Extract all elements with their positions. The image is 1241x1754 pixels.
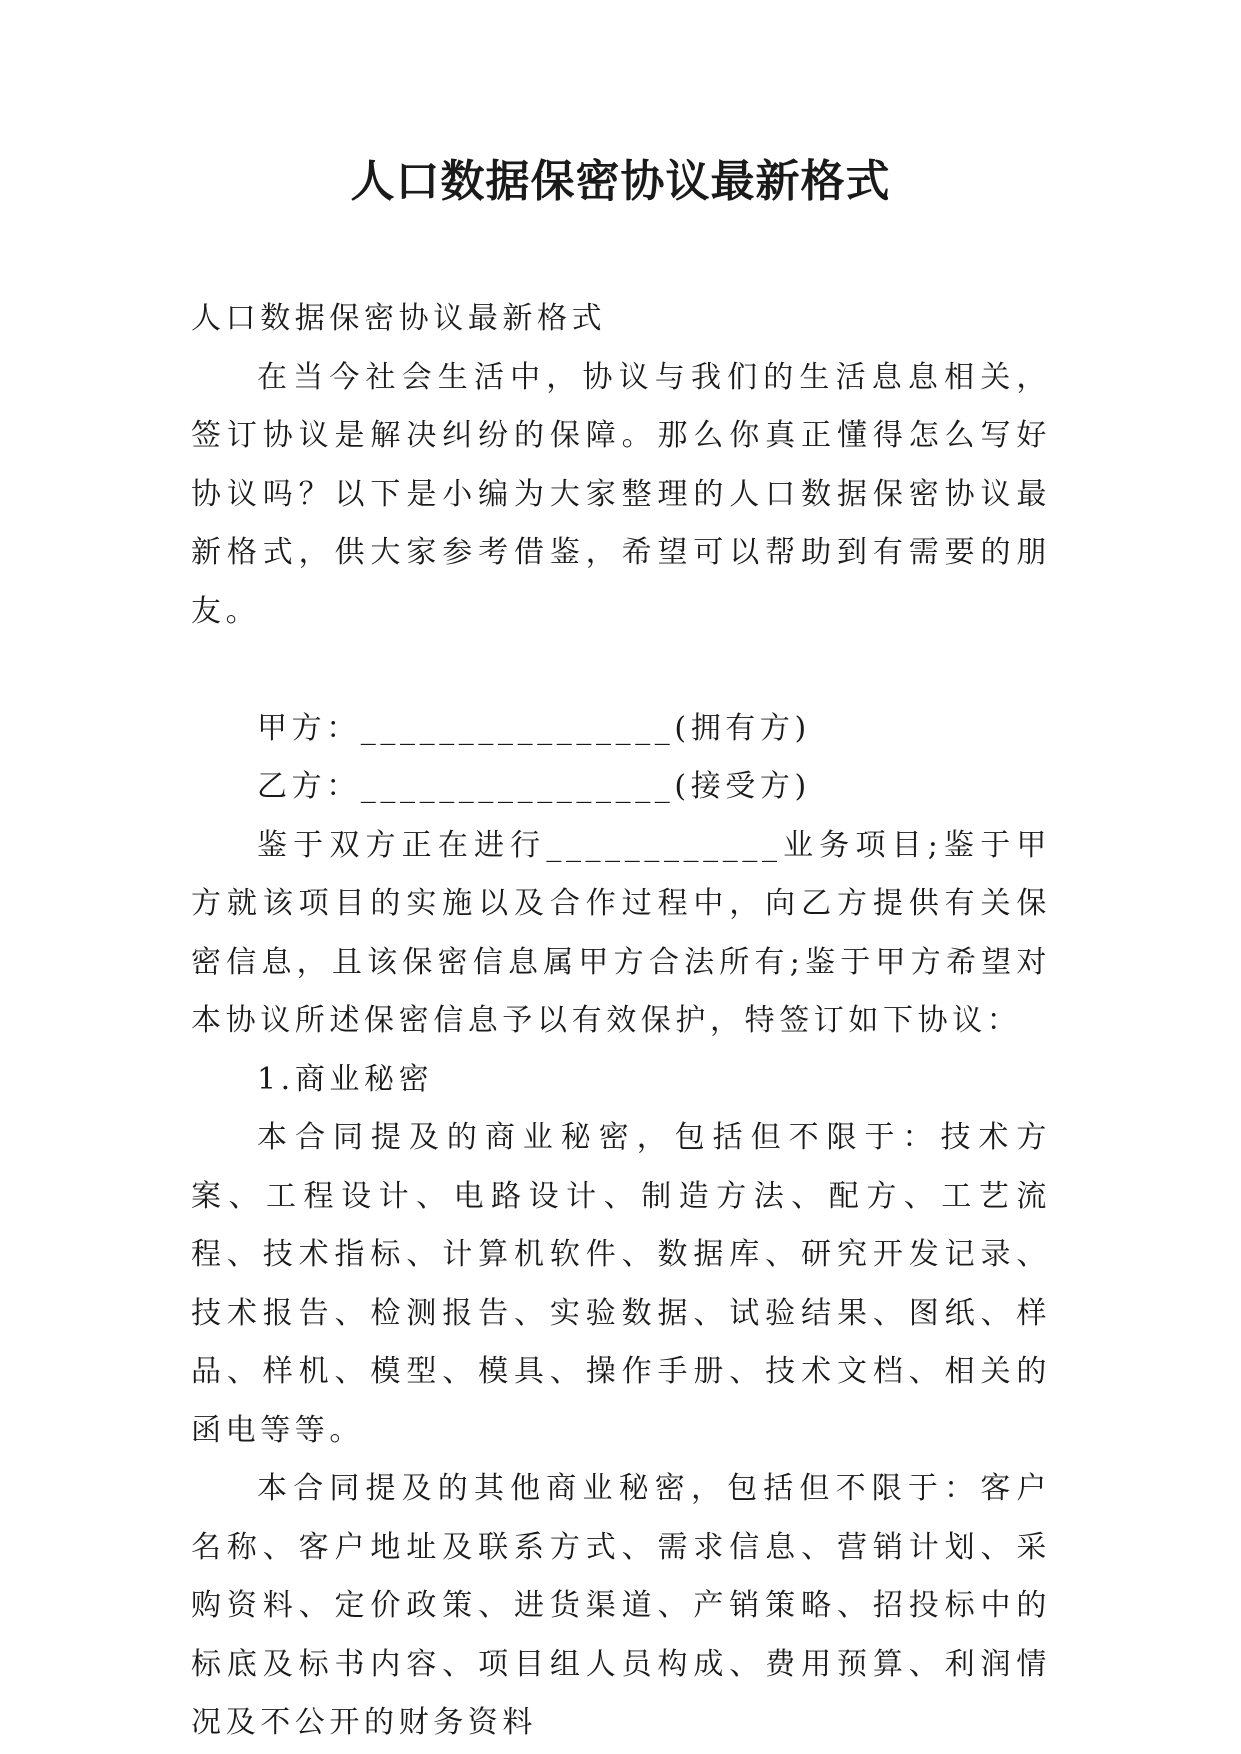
trade-secret-technical-paragraph: 本合同提及的商业秘密，包括但不限于：技术方案、工程设计、电路设计、制造方法、配方、工艺流程、技术指标、计算机软件、数据库、研究开发记录、技术报告、检测报告、实验数据、试验结果、图纸、样品、样机、模型、模具、操作手册、技术文档、相关的函电等等。 bbox=[191, 1120, 1051, 1448]
subtitle-line: 人口数据保密协议最新格式 bbox=[191, 301, 607, 336]
trade-secret-other-paragraph: 本合同提及的其他商业秘密，包括但不限于：客户名称、客户地址及联系方式、需求信息、营销计划、采购资料、定价政策、进货渠道、产销策略、招投标中的标底及标书内容、项目组人员构成、费用预算、利润情况及不公开的财务资料 bbox=[191, 1471, 1051, 1740]
whereas-paragraph: 鉴于双方正在进行____________业务项目;鉴于甲方就该项目的实施以及合作过程中，向乙方提供有关保密信息，且该保密信息属甲方合法所有;鉴于甲方希望对本协议所述保密信息予以有效保护，特签订如下协议： bbox=[191, 827, 1051, 1038]
section-heading-trade-secret: 1.商业秘密 bbox=[257, 1061, 434, 1097]
paragraph-gap bbox=[191, 641, 1051, 700]
page-title: 人口数据保密协议最新格式 bbox=[350, 156, 891, 207]
document-body bbox=[191, 290, 1051, 1753]
party-b-line: 乙方：________________(接受方) bbox=[257, 769, 811, 804]
intro-paragraph: 在当今社会生活中，协议与我们的生活息息相关，签订协议是解决纠纷的保障。那么你真正懂得怎么写好协议吗？以下是小编为大家整理的人口数据保密协议最新格式，供大家参考借鉴，希望可以帮助到有需要的朋友。 bbox=[191, 359, 1051, 629]
party-a-line: 甲方：________________(拥有方) bbox=[257, 710, 811, 746]
